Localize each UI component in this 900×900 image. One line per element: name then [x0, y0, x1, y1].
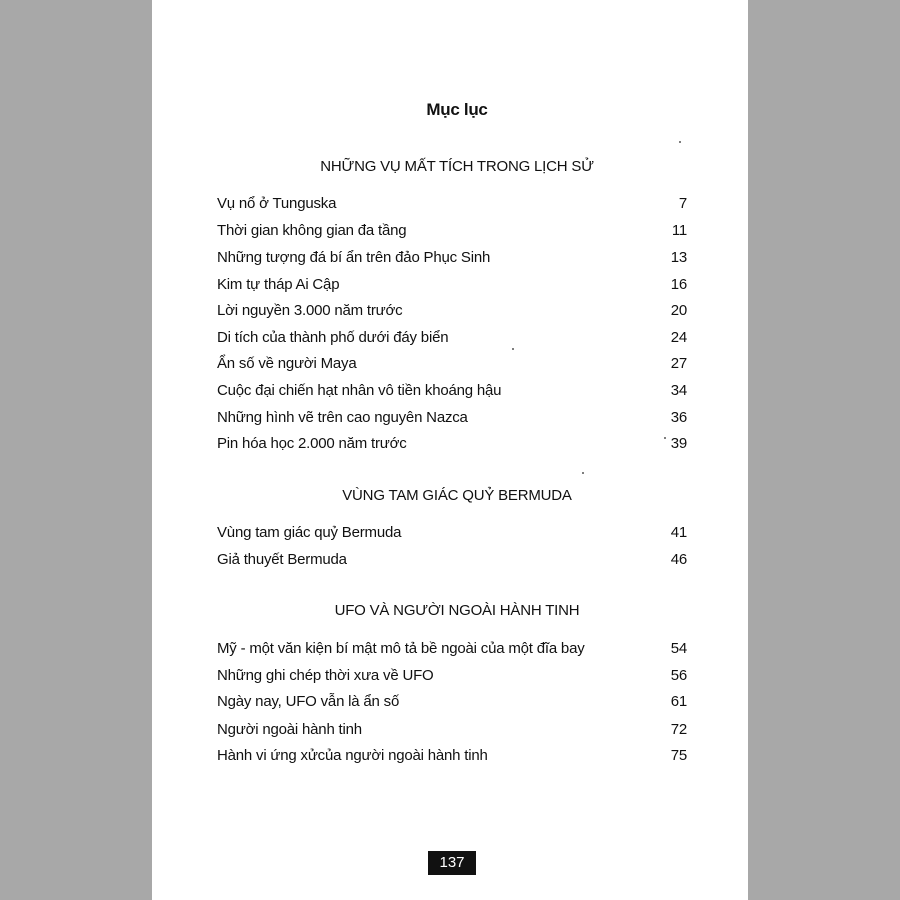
toc-entry[interactable]: [217, 407, 687, 429]
toc-entry-title: Di tích của thành phố dưới đáy biển: [217, 329, 449, 346]
toc-entry-title: Thời gian không gian đa tầng: [217, 222, 407, 239]
toc-entry-page: 13: [670, 249, 687, 266]
toc-entry-page: 46: [670, 551, 687, 568]
toc-entry[interactable]: [217, 433, 687, 455]
toc-entry[interactable]: [217, 220, 687, 242]
toc-entry-title: Giả thuyết Bermuda: [217, 551, 347, 568]
toc-entry-title: Những hình vẽ trên cao nguyên Nazca: [217, 409, 468, 426]
toc-entry[interactable]: [217, 327, 687, 349]
scan-speck: [582, 472, 584, 474]
toc-entry[interactable]: [217, 380, 687, 402]
toc-entry[interactable]: [217, 522, 687, 544]
toc-entry-title: Vụ nổ ở Tunguska: [217, 195, 337, 212]
toc-entry[interactable]: [217, 691, 687, 713]
toc-entry-title: Những ghi chép thời xưa về UFO: [217, 667, 434, 684]
toc-entry[interactable]: [217, 247, 687, 269]
toc-entry-title: Những tượng đá bí ẩn trên đảo Phục Sinh: [217, 249, 491, 266]
toc-entry[interactable]: [217, 638, 687, 660]
scan-speck: [664, 437, 666, 439]
toc-entry-page: 61: [670, 693, 687, 710]
toc-entry-page: 36: [670, 409, 687, 426]
toc-entry-title: Ẩn số về người Maya: [217, 355, 357, 372]
toc-entry[interactable]: [217, 353, 687, 375]
toc-entry-title: Vùng tam giác quỷ Bermuda: [217, 524, 402, 541]
toc-entry[interactable]: [217, 193, 687, 215]
toc-entry[interactable]: [217, 665, 687, 687]
scan-speck: [512, 348, 514, 350]
toc-entry[interactable]: [217, 274, 687, 296]
toc-entry-title: Pin hóa học 2.000 năm trước: [217, 435, 407, 452]
toc-entry-page: 54: [670, 640, 687, 657]
toc-entry-page: 11: [671, 222, 687, 239]
toc-entry-page: 7: [678, 195, 687, 212]
toc-entry-page: 27: [670, 355, 687, 372]
toc-entry[interactable]: [217, 719, 687, 741]
toc-entry-title: Ngày nay, UFO vẫn là ẩn số: [217, 693, 400, 710]
section-heading-bermuda: VÙNG TAM GIÁC QUỶ BERMUDA: [342, 487, 572, 504]
toc-entry[interactable]: [217, 745, 687, 767]
section-heading-disappearances: NHỮNG VỤ MẤT TÍCH TRONG LỊCH SỬ: [320, 158, 594, 175]
toc-entry-page: 75: [670, 747, 687, 764]
toc-entry-title: Mỹ - một văn kiện bí mật mô tả bề ngoài của một đĩa bay: [217, 640, 585, 657]
toc-entry[interactable]: [217, 300, 687, 322]
toc-entry-page: 39: [670, 435, 687, 452]
toc-entry-title: Cuộc đại chiến hạt nhân vô tiền khoáng hậu: [217, 382, 502, 399]
toc-entry-page: 72: [670, 721, 687, 738]
toc-entry-page: 56: [670, 667, 687, 684]
toc-entry[interactable]: [217, 549, 687, 571]
toc-entry-page: 20: [670, 302, 687, 319]
toc-entry-title: Người ngoài hành tinh: [217, 721, 362, 738]
section-heading-ufo: UFO VÀ NGƯỜI NGOÀI HÀNH TINH: [334, 602, 580, 619]
toc-entry-page: 16: [670, 276, 687, 293]
book-page: [152, 0, 748, 900]
toc-entry-page: 41: [670, 524, 687, 541]
page-number-box: 137: [428, 851, 476, 875]
scan-speck: [679, 141, 681, 143]
toc-entry-page: 24: [670, 329, 687, 346]
page-title: Mục lục: [426, 100, 488, 119]
toc-entry-title: Lời nguyền 3.000 năm trước: [217, 302, 403, 319]
toc-entry-title: Hành vi ứng xửcủa người ngoài hành tinh: [217, 747, 488, 764]
toc-entry-title: Kim tự tháp Ai Cập: [217, 276, 340, 293]
toc-entry-page: 34: [670, 382, 687, 399]
